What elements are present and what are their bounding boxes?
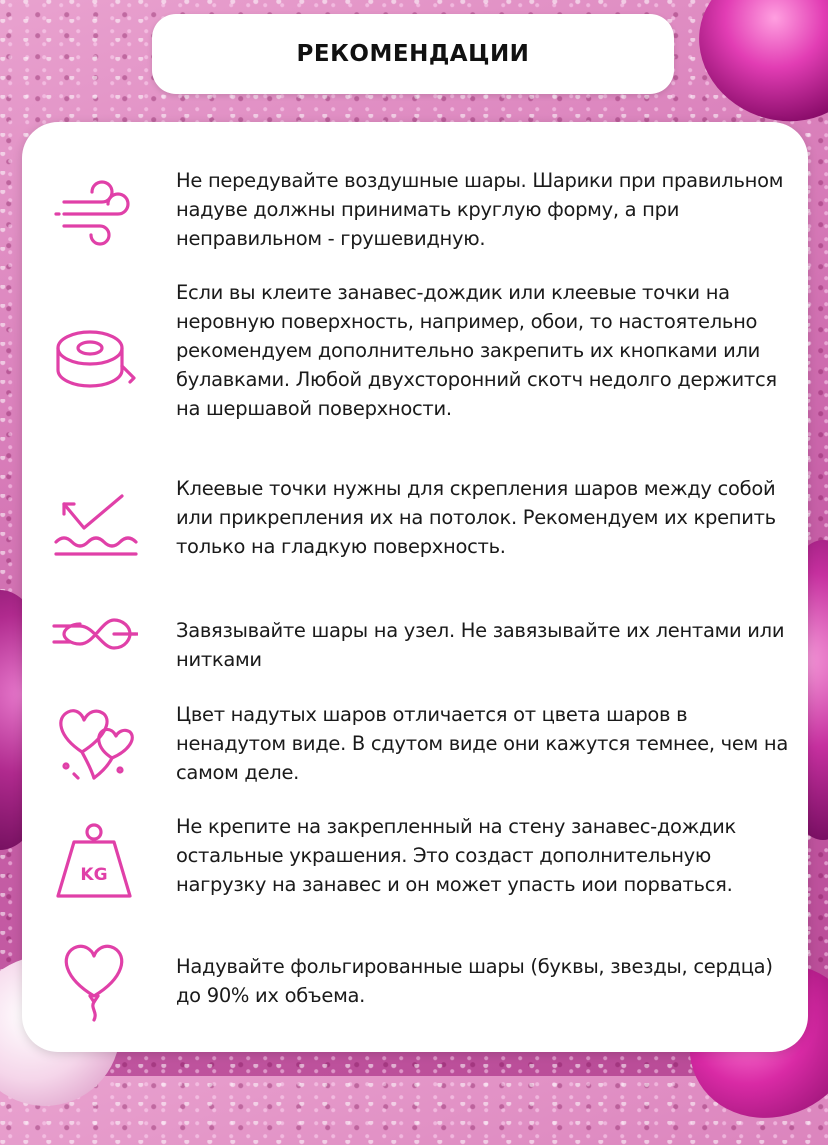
heart-balloons-icon: [50, 696, 138, 784]
knot-icon: [50, 590, 138, 678]
page-title: РЕКОМЕНДАЦИИ: [296, 41, 530, 67]
recommendations-card: [22, 122, 808, 1052]
item-text: Если вы клеите занавес-дождик или клеевые точки на неровную поверхность, например, обои, то настоятельно рекомендуем дополнительно закрепить их кнопками или булавками. Любой двухсторонний скотч недолго держится на шершавой поверхности.: [176, 281, 777, 420]
wind-icon: [50, 168, 138, 256]
item-text: Не крепите на закрепленный на стену занавес-дождик остальные украшения. Это создаст дополнительную нагрузку на занавес и он может упасть иои порваться.: [176, 815, 736, 896]
smooth-surface-icon: [50, 480, 138, 568]
heart-balloon-icon: [50, 934, 138, 1022]
tape-roll-icon: [50, 314, 138, 402]
item-text: Надувайте фольгированные шары (буквы, звезды, сердца) до 90% их объема.: [176, 955, 773, 1007]
item-text: Цвет надутых шаров отличается от цвета шаров в ненадутом виде. В сдутом виде они кажутся темнее, чем на самом деле.: [176, 703, 788, 784]
item-text: Завязывайте шары на узел. Не завязывайте их лентами или нитками: [176, 619, 785, 671]
title-box: [152, 14, 674, 94]
item-text: Клеевые точки нужны для скрепления шаров между собой или прикрепления их на потолок. Рекомендуем их крепить только на гладкую поверхность.: [176, 477, 776, 558]
kg-label: KG: [80, 865, 108, 885]
weight-kg-icon: [50, 818, 138, 906]
item-text: Не передувайте воздушные шары. Шарики при правильном надуве должны принимать круглую форму, а при неправильном - грушевидную.: [176, 169, 784, 250]
